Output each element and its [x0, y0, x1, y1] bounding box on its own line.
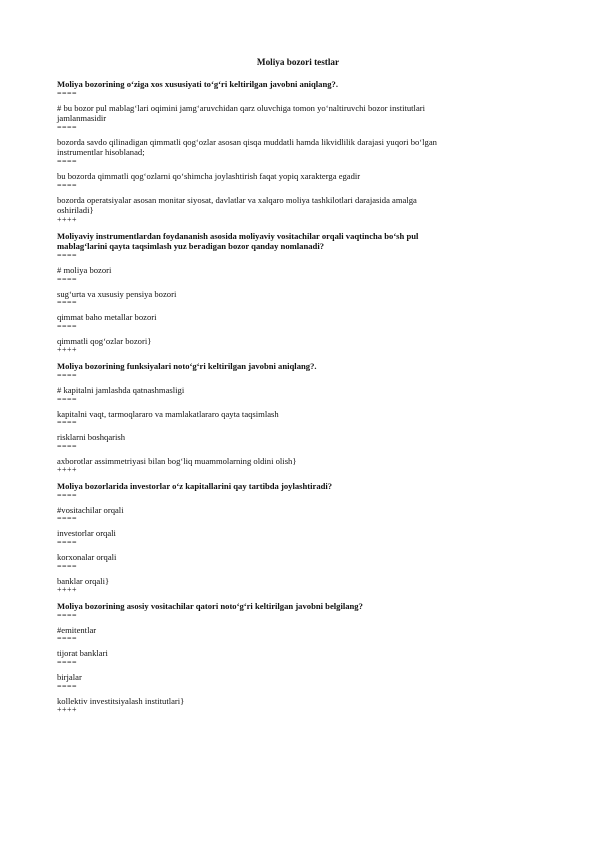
answer-option — [57, 137, 557, 158]
question-text — [57, 481, 557, 492]
text-line: korxonalar orqali — [57, 552, 117, 563]
text-line: instrumentlar hisoblanad; — [57, 147, 145, 158]
separator: ==== — [57, 514, 78, 524]
end-marker: ++++ — [57, 345, 78, 355]
text-line: jamlanmasidir — [57, 113, 107, 124]
separator: ==== — [57, 658, 78, 668]
text-line: qimmatli qog‘ozlar bozori} — [57, 335, 152, 346]
text-line: #vositachilar orqali — [57, 504, 124, 515]
separator: ==== — [57, 250, 78, 260]
end-marker: ++++ — [57, 214, 78, 224]
text-line: risklarni boshqarish — [57, 432, 126, 443]
separator: ==== — [57, 394, 78, 404]
separator: ==== — [57, 370, 78, 380]
answer-option — [57, 696, 557, 707]
question-text — [57, 79, 557, 90]
question-block — [57, 79, 557, 226]
separator: ==== — [57, 180, 78, 190]
answer-option — [57, 528, 557, 539]
answer-option — [57, 171, 557, 182]
separator: ==== — [57, 441, 78, 451]
answer-option — [57, 409, 557, 420]
text-line: mablag‘larini qayta taqsimlash yuz beradigan bozor qanday nomlanadi? — [57, 241, 325, 252]
question-text — [57, 231, 557, 252]
answer-option-correct — [57, 505, 557, 516]
separator: ==== — [57, 610, 78, 620]
separator: ==== — [57, 418, 78, 428]
answer-option-correct — [57, 385, 557, 396]
answer-option — [57, 195, 557, 216]
text-line: # bu bozor pul mablag‘lari oqimini jamg‘aruvchidan qarz oluvchiga tomon yo‘naltiruvchi bozor institutlari — [57, 102, 426, 113]
text-line: tijorat banklari — [57, 648, 108, 659]
separator: ==== — [57, 88, 78, 98]
text-line: Moliya bozorining o‘ziga xos xususiyati to‘g‘ri keltirilgan javobni aniqlang?. — [57, 79, 338, 89]
question-block — [57, 361, 557, 476]
text-line: qimmat baho metallar bozori — [57, 312, 157, 323]
test-list — [57, 74, 557, 716]
separator: ==== — [57, 681, 78, 691]
separator: ==== — [57, 156, 78, 166]
page-title: Moliya bozori testlar — [256, 57, 340, 67]
text-line: bu bozorda qimmatli qog‘ozlarni qo‘shimcha joylashtirish faqat yopiq xarakterga egadir — [57, 170, 361, 181]
question-text — [57, 361, 557, 372]
question-block — [57, 231, 557, 357]
answer-option — [57, 648, 557, 659]
text-line: bozorda savdo qilinadigan qimmatli qog‘ozlar asosan qisqa muddatli hamda likvidlilik darajasi yuqori bo‘lgan — [57, 136, 437, 147]
answer-option — [57, 312, 557, 323]
text-line: kollektiv investitsiyalash institutlari} — [57, 695, 185, 706]
answer-option — [57, 552, 557, 563]
text-line: # kapitalni jamlashda qatnashmasligi — [57, 384, 185, 395]
end-marker: ++++ — [57, 465, 78, 475]
separator: ==== — [57, 634, 78, 644]
separator: ==== — [57, 122, 78, 132]
question-block — [57, 481, 557, 596]
text-line: Moliya bozorining asosiy vositachilar qatori noto‘g‘ri keltirilgan javobni belgilang? — [57, 601, 363, 612]
text-line: banklar orqali} — [57, 575, 110, 586]
answer-option — [57, 456, 557, 467]
answer-option — [57, 672, 557, 683]
text-line: oshiriladi} — [57, 205, 94, 216]
text-line: bozorda operatsiyalar asosan monitar siyosat, davlatlar va xalqaro moliya tashkilotlari darajasida amalga — [57, 194, 417, 205]
text-line: # moliya bozori — [57, 264, 112, 275]
answer-option-correct — [57, 103, 557, 124]
text-line: investorlar orqali — [57, 528, 116, 539]
question-block — [57, 601, 557, 716]
answer-option — [57, 336, 557, 347]
end-marker: ++++ — [57, 705, 78, 715]
separator: ==== — [57, 538, 78, 548]
answer-option — [57, 576, 557, 587]
separator: ==== — [57, 321, 78, 331]
text-line: #emitentlar — [57, 624, 97, 635]
separator: ==== — [57, 298, 78, 308]
text-line: kapitalni vaqt, tarmoqlararo va mamlakatlararo qayta taqsimlash — [57, 408, 279, 419]
separator: ==== — [57, 561, 78, 571]
text-line: Moliya bozorining funksiyalari noto‘g‘ri keltirilgan javobni aniqlang?. — [57, 361, 317, 372]
separator: ==== — [57, 490, 78, 500]
answer-option-correct — [57, 625, 557, 636]
text-line: axborotlar assimmetriyasi bilan bog‘liq muammolarning oldini olish} — [57, 455, 297, 466]
text-line: Moliya bozorlarida investorlar o‘z kapitallarini qay tartibda joylashtiradi? — [57, 481, 333, 492]
separator: ==== — [57, 274, 78, 284]
text-line: sug‘urta va xususiy pensiya bozori — [57, 288, 177, 299]
answer-option — [57, 432, 557, 443]
text-line: birjalar — [57, 672, 82, 683]
question-text — [57, 601, 557, 612]
end-marker: ++++ — [57, 585, 78, 595]
text-line: Moliyaviy instrumentlardan foydananish asosida moliyaviy vositachilar orqali vaqtincha bo‘sh pul — [57, 230, 419, 241]
answer-option-correct — [57, 265, 557, 276]
answer-option — [57, 289, 557, 300]
